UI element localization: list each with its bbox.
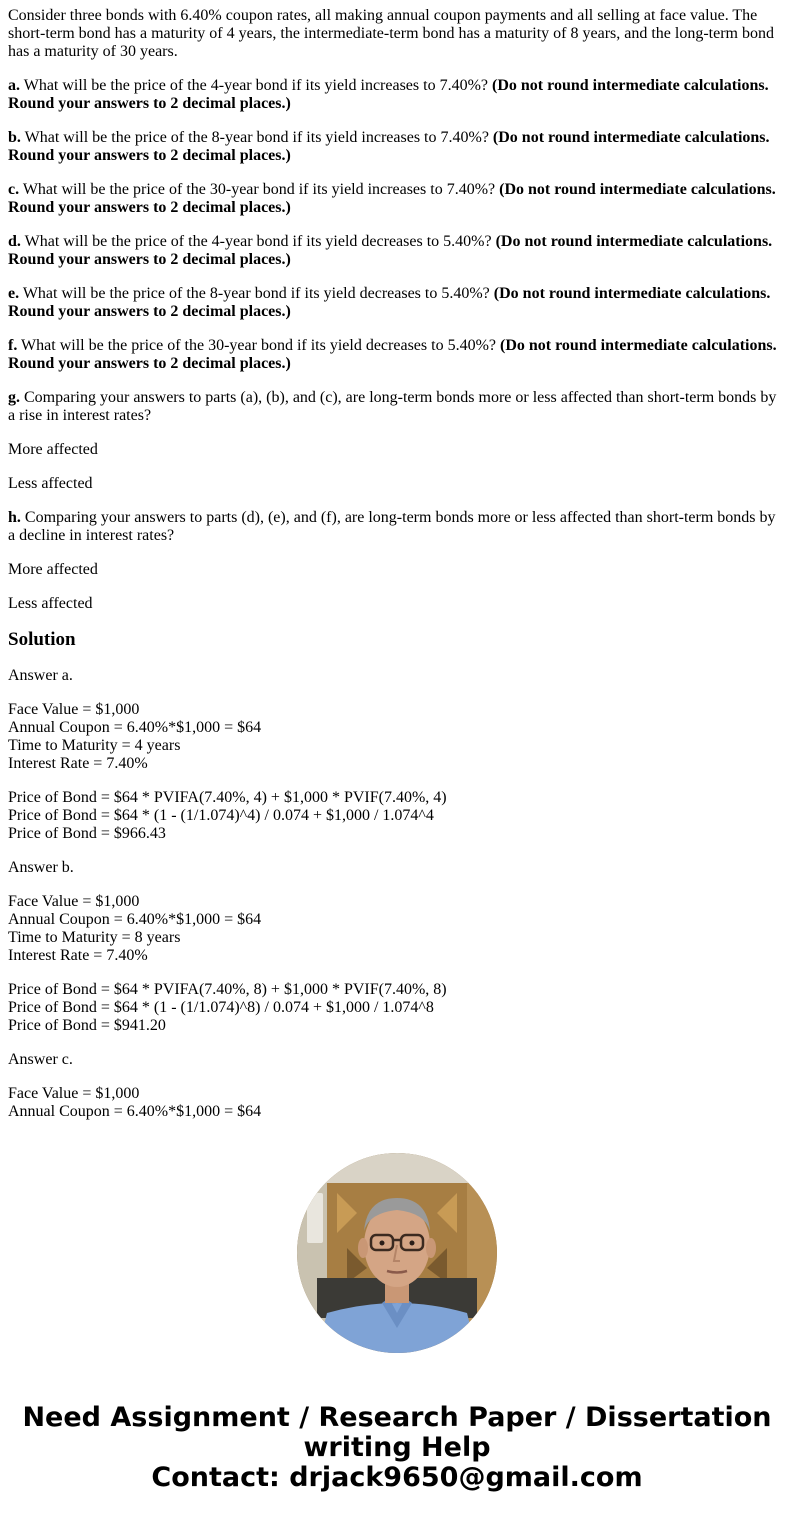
problem-intro: Consider three bonds with 6.40% coupon rates, all making annual coupon payments and all selling at face value. The short-term bond has a maturity of 4 years, the intermediate-term bond has a maturity of 8 years, and the long-term bond has a maturity of 30 years.	[8, 7, 774, 60]
question-d	[8, 233, 780, 269]
question-instruction: (Do not round intermediate calculations. Round your answers to 2 decimal places.)	[8, 233, 773, 268]
question-letter: f.	[8, 337, 18, 354]
question-h	[8, 509, 780, 545]
author-avatar	[297, 1153, 497, 1353]
answer-b-title: Answer b.	[8, 859, 74, 876]
answer-line: Face Value = $1,000	[8, 701, 140, 718]
answer-line: Interest Rate = 7.40%	[8, 755, 148, 772]
answer-a-calc	[8, 789, 780, 843]
question-b	[8, 129, 780, 165]
option-more-affected: More affected	[8, 561, 98, 578]
footer-banner	[0, 1403, 794, 1493]
document-body	[8, 7, 780, 1124]
question-instruction: (Do not round intermediate calculations. Round your answers to 2 decimal places.)	[8, 337, 777, 372]
question-g	[8, 389, 780, 425]
question-instruction: (Do not round intermediate calculations. Round your answers to 2 decimal places.)	[8, 181, 776, 216]
question-c	[8, 181, 780, 217]
footer-contact: Contact: drjack9650@gmail.com	[151, 1462, 643, 1493]
question-a	[8, 77, 780, 113]
question-instruction: (Do not round intermediate calculations. Round your answers to 2 decimal places.)	[8, 285, 771, 320]
question-letter: c.	[8, 181, 20, 198]
question-text: What will be the price of the 8-year bond if its yield increases to 7.40%?	[24, 129, 489, 146]
footer-line: Need Assignment / Research Paper / Dissertation	[22, 1402, 772, 1433]
answer-line: Price of Bond = $966.43	[8, 825, 166, 842]
answer-b-calc	[8, 981, 780, 1035]
answer-line: Time to Maturity = 4 years	[8, 737, 181, 754]
footer-line: writing Help	[303, 1432, 491, 1463]
solution-heading: Solution	[8, 629, 76, 650]
question-letter: h.	[8, 509, 21, 526]
question-letter: e.	[8, 285, 20, 302]
question-text: Comparing your answers to parts (d), (e), and (f), are long-term bonds more or less affected than short-term bonds by a decline in interest rates?	[8, 509, 776, 544]
answer-line: Price of Bond = $64 * (1 - (1/1.074)^8) / 0.074 + $1,000 / 1.074^8	[8, 999, 434, 1016]
question-letter: b.	[8, 129, 21, 146]
answer-line: Price of Bond = $64 * PVIFA(7.40%, 8) + $1,000 * PVIF(7.40%, 8)	[8, 981, 447, 998]
answer-b-inputs	[8, 893, 780, 965]
answer-line: Price of Bond = $64 * (1 - (1/1.074)^4) / 0.074 + $1,000 / 1.074^4	[8, 807, 434, 824]
question-text: What will be the price of the 4-year bond if its yield increases to 7.40%?	[23, 77, 489, 94]
option-less-affected: Less affected	[8, 475, 93, 492]
question-instruction: (Do not round intermediate calculations. Round your answers to 2 decimal places.)	[8, 129, 770, 164]
answer-line: Annual Coupon = 6.40%*$1,000 = $64	[8, 719, 262, 736]
question-instruction: (Do not round intermediate calculations. Round your answers to 2 decimal places.)	[8, 77, 769, 112]
answer-line: Price of Bond = $941.20	[8, 1017, 166, 1034]
question-text: What will be the price of the 4-year bond if its yield decreases to 5.40%?	[24, 233, 492, 250]
answer-a-inputs	[8, 701, 780, 773]
answer-a-title: Answer a.	[8, 667, 73, 684]
question-f	[8, 337, 780, 373]
answer-line: Annual Coupon = 6.40%*$1,000 = $64	[8, 1103, 262, 1120]
question-letter: d.	[8, 233, 21, 250]
question-letter: a.	[8, 77, 20, 94]
answer-c-title: Answer c.	[8, 1051, 73, 1068]
option-more-affected: More affected	[8, 441, 98, 458]
answer-c-inputs	[8, 1085, 780, 1121]
question-text: What will be the price of the 30-year bond if its yield decreases to 5.40%?	[21, 337, 496, 354]
option-less-affected: Less affected	[8, 595, 93, 612]
answer-line: Annual Coupon = 6.40%*$1,000 = $64	[8, 911, 262, 928]
question-text: What will be the price of the 8-year bond if its yield decreases to 5.40%?	[22, 285, 490, 302]
question-e	[8, 285, 780, 321]
answer-line: Face Value = $1,000	[8, 1085, 140, 1102]
answer-line: Interest Rate = 7.40%	[8, 947, 148, 964]
answer-line: Time to Maturity = 8 years	[8, 929, 181, 946]
author-photo	[297, 1153, 497, 1353]
answer-line: Face Value = $1,000	[8, 893, 140, 910]
answer-line: Price of Bond = $64 * PVIFA(7.40%, 4) + $1,000 * PVIF(7.40%, 4)	[8, 789, 447, 806]
question-text: Comparing your answers to parts (a), (b), and (c), are long-term bonds more or less affected than short-term bonds by a rise in interest rates?	[8, 389, 777, 424]
question-letter: g.	[8, 389, 20, 406]
question-text: What will be the price of the 30-year bond if its yield increases to 7.40%?	[22, 181, 496, 198]
